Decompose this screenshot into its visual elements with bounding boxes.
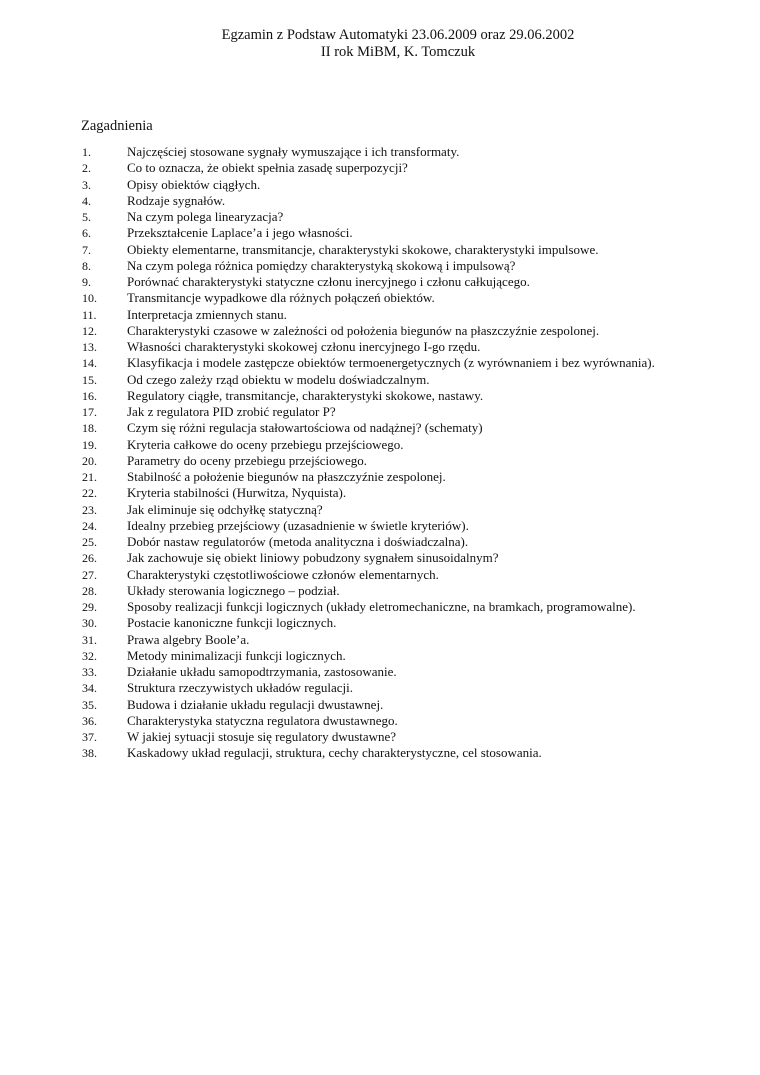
list-item-number: 25. (82, 535, 97, 549)
list-item-number: 31. (82, 632, 97, 647)
list-item-text: Postacie kanoniczne funkcji logicznych. (127, 615, 337, 631)
list-item-text: Od czego zależy rząd obiektu w modelu doświadczalnym. (127, 371, 430, 387)
list-item-text: Jak z regulatora PID zrobić regulator P? (127, 404, 336, 419)
list-item-number: 2. (82, 161, 91, 176)
list-item-number: 29. (82, 600, 97, 614)
list-item-number: 5. (82, 210, 91, 224)
list-item-text: W jakiej sytuacji stosuje się regulatory dwustawne? (127, 729, 397, 744)
list-item-number: 11. (82, 307, 97, 322)
list-item-text: Na czym polega linearyzacja? (127, 209, 284, 224)
list-item-number: 1. (82, 145, 91, 159)
list-item-number: 35. (82, 697, 97, 712)
list-item-number: 17. (82, 405, 97, 419)
list-item-number: 13. (82, 340, 97, 354)
list-item-text: Dobór nastaw regulatorów (metoda analityczna i doświadczalna). (127, 534, 469, 549)
list-item-number: 33. (82, 665, 97, 679)
list-item-text: Przekształcenie Laplace’a i jego własności. (127, 225, 353, 241)
list-item-text: Idealny przebieg przejściowy (uzasadnienie w świetle kryteriów). (127, 517, 469, 533)
list-item-number: 37. (82, 730, 97, 744)
list-item-text: Charakterystyki czasowe w zależności od położenia biegunów na płaszczyźnie zespolonej. (127, 322, 600, 338)
list-item-number: 6. (82, 226, 91, 241)
list-item-text: Kryteria stabilności (Hurwitza, Nyquista). (127, 485, 347, 501)
list-item-number: 19. (82, 437, 97, 452)
list-item-number: 21. (82, 470, 97, 484)
list-item-number: 8. (82, 258, 91, 273)
list-item-text: Działanie układu samopodtrzymania, zastosowanie. (127, 664, 397, 679)
list-item-text: Najczęściej stosowane sygnały wymuszające i ich transformaty. (127, 144, 460, 159)
list-item-text: Co to oznacza, że obiekt spełnia zasadę superpozycji? (127, 160, 408, 176)
list-item-text: Budowa i działanie układu regulacji dwustawnej. (127, 696, 384, 712)
list-item-text: Transmitancje wypadkowe dla różnych połączeń obiektów. (127, 290, 435, 306)
list-item-text: Układy sterowania logicznego – podział. (127, 582, 340, 598)
list-item-text: Kryteria całkowe do oceny przebiegu przejściowego. (127, 436, 404, 452)
list-item-text: Interpretacja zmiennych stanu. (127, 306, 287, 322)
section-title: Zagadnienia (81, 118, 153, 134)
list-item-number: 3. (82, 177, 91, 192)
list-item-text: Prawa algebry Boole’a. (127, 631, 250, 647)
list-item-number: 15. (82, 372, 97, 387)
list-item-number: 12. (82, 323, 97, 338)
list-item-number: 14. (82, 356, 97, 371)
list-item-text: Jak zachowuje się obiekt liniowy pobudzony sygnałem sinusoidalnym? (127, 550, 499, 566)
list-item-number: 38. (82, 746, 97, 761)
list-item-text: Własności charakterystyki skokowej członu inercyjnego I-go rzędu. (127, 339, 481, 354)
list-item-text: Stabilność a położenie biegunów na płaszczyźnie zespolonej. (127, 469, 446, 484)
list-item-text: Parametry do oceny przebiegu przejściowego. (127, 452, 368, 468)
list-item-number: 24. (82, 518, 97, 533)
list-item-number: 30. (82, 616, 97, 631)
list-item-number: 4. (82, 193, 91, 208)
list-item-number: 28. (82, 583, 97, 598)
list-item-text: Kaskadowy układ regulacji, struktura, cechy charakterystyczne, cel stosowania. (127, 745, 542, 761)
list-item-text: Rodzaje sygnałów. (127, 192, 226, 208)
list-item-text: Obiekty elementarne, transmitancje, charakterystyki skokowe, charakterystyki impulsowe. (127, 241, 599, 257)
list-item-number: 27. (82, 567, 97, 582)
list-item-number: 18. (82, 421, 97, 436)
list-item-text: Czym się różni regulacja stałowartościowa od nadążnej? (schematy) (127, 420, 483, 436)
list-item-text: Jak eliminuje się odchyłkę statyczną? (127, 501, 323, 517)
list-item-text: Charakterystyka statyczna regulatora dwustawnego. (127, 712, 398, 728)
document-header (0, 27, 760, 61)
list-item-number: 16. (82, 388, 97, 403)
list-item-text: Charakterystyki częstotliwościowe członów elementarnych. (127, 566, 439, 582)
list-item-text: Sposoby realizacji funkcji logicznych (układy eletromechaniczne, na bramkach, programowalne). (127, 599, 636, 614)
list-item-number: 7. (82, 242, 91, 257)
list-item-text: Klasyfikacja i modele zastępcze obiektów termoenergetycznych (z wyrównaniem i bez wyrównania). (127, 355, 655, 371)
list-item-text: Struktura rzeczywistych układów regulacji. (127, 680, 353, 696)
list-item-number: 32. (82, 648, 97, 663)
list-item-number: 10. (82, 291, 97, 306)
list-item-number: 34. (82, 681, 97, 696)
list-item-number: 36. (82, 713, 97, 728)
exam-title: Egzamin z Podstaw Automatyki 23.06.2009 oraz 29.06.2002 (221, 27, 575, 43)
list-item-text: Na czym polega różnica pomiędzy charakterystyką skokową i impulsową? (127, 257, 516, 273)
list-item-text: Opisy obiektów ciągłych. (127, 176, 261, 192)
list-item-number: 20. (82, 453, 97, 468)
list-item-text: Porównać charakterystyki statyczne członu inercyjnego i członu całkującego. (127, 274, 530, 289)
list-item-text: Regulatory ciągłe, transmitancje, charakterystyki skokowe, nastawy. (127, 387, 484, 403)
list-item-number: 26. (82, 551, 97, 566)
list-item-number: 22. (82, 486, 97, 501)
list-item-text: Metody minimalizacji funkcji logicznych. (127, 647, 346, 663)
list-item-number: 9. (82, 275, 91, 289)
list-item-number: 23. (82, 502, 97, 517)
course-info: II rok MiBM, K. Tomczuk (320, 44, 476, 60)
